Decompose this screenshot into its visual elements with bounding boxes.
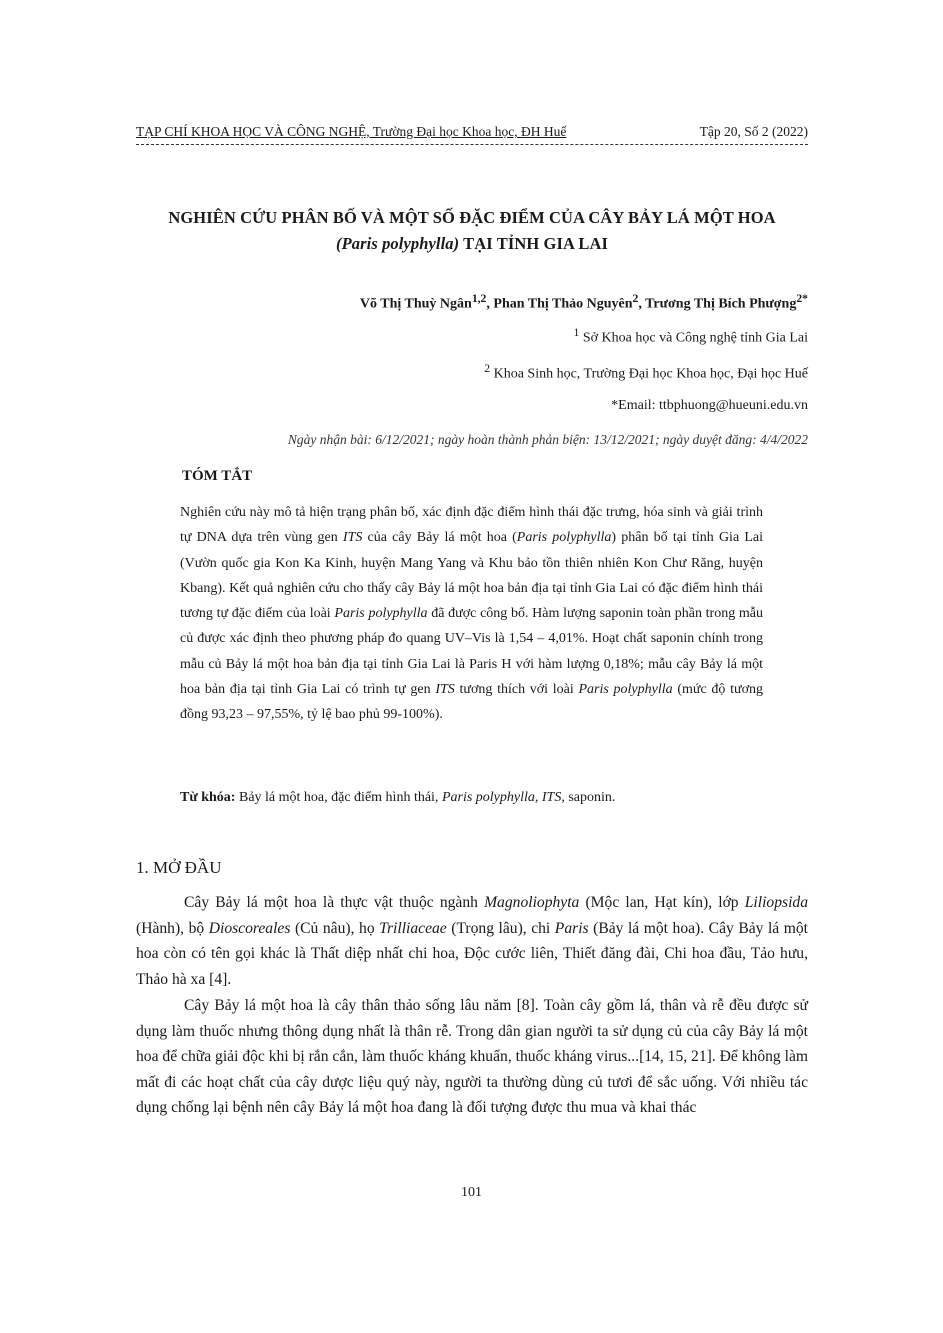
abstract-text: ) phân bố tại tỉnh Gia Lai (Vườn quốc gia Kon Ka Kinh, huyện Mang Yang và Khu bảo tồn thiên nhiên Kon Chư Răng, huyện Kbang). Kết quả nghiên cứu cho thấy cây Bảy lá một hoa bản địa tại tỉnh Gia Lai có đặc điểm hình thái tương tự đặc điểm của loài [180,530,763,622]
author-2-affil: 2 [632,292,639,305]
affiliation-1-text: Sở Khoa học và Công nghệ tỉnh Gia Lai [579,330,808,346]
taxon-name: Trilliaceae [379,919,447,937]
author-3: , Trương Thị Bích Phượng [638,296,797,312]
body-text: (Hành), bộ [136,919,209,937]
corresponding-email: *Email: ttbphuong@hueuni.edu.vn [611,398,808,413]
submission-dates: Ngày nhận bài: 6/12/2021; ngày hoàn thành phản biện: 13/12/2021; ngày duyệt đăng: 4/4/2022 [287,432,808,447]
abstract-species: Paris polyphylla [516,530,612,546]
author-list [136,292,808,313]
abstract-text: đã được công bố. Hàm lượng saponin toàn phần trong mẫu củ được xác định theo phương pháp đo quang UV–Vis là 1,54 – 4,01%. Hoạt chất saponin chính trong mẫu củ Bảy lá một hoa bản địa tại tỉnh Gia Lai là Paris H với hàm lượng 0,18%; mẫu cây Bảy lá một hoa bản địa tại tỉnh Gia Lai có trình tự gen [180,606,763,698]
affiliation-2-marker: 2 [484,362,491,375]
body-text: (Bảy lá một hoa). Cây Bảy lá một hoa còn có tên gọi khác là Thất diệp nhất chi hoa, Độc cước liên, Thiết đăng đài, Chi hoa đầu, Tảo hưu, Thảo hà xa [4]. [136,919,809,988]
abstract-text: của cây Bảy lá một hoa ( [362,530,517,546]
paper-title [136,205,808,257]
title-location: TẠI TỈNH GIA LAI [459,234,608,253]
abstract-text: Nghiên cứu này mô tả hiện trạng phân bố, xác định đặc điểm hình thái đặc trưng, hóa sinh và giải trình tự DNA dựa trên vùng gen [180,505,763,546]
abstract-text: (mức độ tương đồng 93,23 – 97,55%, tỷ lệ bao phủ 99-100%). [180,682,764,723]
abstract-species: Paris polyphylla [334,606,428,622]
taxon-name: Liliopsida [744,894,808,911]
keywords-text: , saponin. [561,790,616,805]
section-heading: 1. MỞ ĐẦU [136,858,222,877]
title-line-2 [136,231,808,257]
author-2: , Phan Thị Thảo Nguyên [486,296,633,312]
abstract-body [180,500,763,728]
author-3-affil: 2* [796,292,808,305]
taxon-name: Paris [554,919,589,937]
taxon-name: Magnoliophyta [484,894,580,911]
keyword-species: Paris polyphylla [441,790,535,805]
affiliation-1 [136,326,808,347]
affiliation-2 [136,362,808,383]
abstract-gene: ITS [342,530,363,546]
keywords [180,790,763,806]
abstract-species: Paris polyphylla [578,682,673,698]
body-text: (Mộc lan, Hạt kín), lớp [579,894,745,911]
body-text: (Củ nâu), họ [290,919,380,937]
body-text: Cây Bảy lá một hoa là thực vật thuộc ngành [184,894,485,911]
taxon-name: Dioscoreales [208,919,291,937]
journal-volume: Tập 20, Số 2 (2022) [699,124,808,139]
body-text: (Trọng lâu), chi [446,919,555,937]
journal-name: TẠP CHÍ KHOA HỌC VÀ CÔNG NGHỆ, Trường Đại học Khoa học, ĐH Huế [136,124,567,139]
keywords-label: Từ khóa: [180,790,236,805]
keywords-text: , [534,790,542,805]
affiliation-1-marker: 1 [573,326,580,339]
page-number: 101 [461,1185,482,1200]
abstract-heading: TÓM TẮT [182,468,253,484]
title-line-1: NGHIÊN CỨU PHÂN BỐ VÀ MỘT SỐ ĐẶC ĐIỂM CỦA CÂY BẢY LÁ MỘT HOA [168,208,776,227]
keyword-gene: ITS [541,790,562,805]
author-1: Võ Thị Thuỳ Ngân [359,296,472,312]
title-species: (Paris polyphylla) [336,234,460,253]
header-rule [136,144,808,145]
running-header [136,124,808,140]
affiliation-2-text: Khoa Sinh học, Trường Đại học Khoa học, Đại học Huế [490,366,808,382]
author-1-affil: 1,2 [471,292,487,305]
abstract-gene: ITS [435,682,455,698]
paragraph-2: Cây Bảy lá một hoa là cây thân thảo sống lâu năm [8]. Toàn cây gồm lá, thân và rễ đều được sử dụng làm thuốc nhưng thông dụng nhất là thân rễ. Trong dân gian người ta sử dụng củ của cây Bảy lá một hoa để chữa giải độc khi bị rắn cắn, làm thuốc kháng khuẩn, thuốc kháng virus...[14, 15, 21]. Để không làm mất đi các hoạt chất của cây dược liệu quý này, người ta thường dùng củ tươi để sắc uống. Với nhiều tác dụng chống lại bệnh nên cây Bảy lá một hoa đang là đối tượng được thu mua và khai thác [136,997,808,1117]
paragraph-1 [136,890,808,992]
abstract-text: tương thích với loài [454,682,579,698]
keywords-text: Bảy lá một hoa, đặc điểm hình thái, [235,790,442,805]
